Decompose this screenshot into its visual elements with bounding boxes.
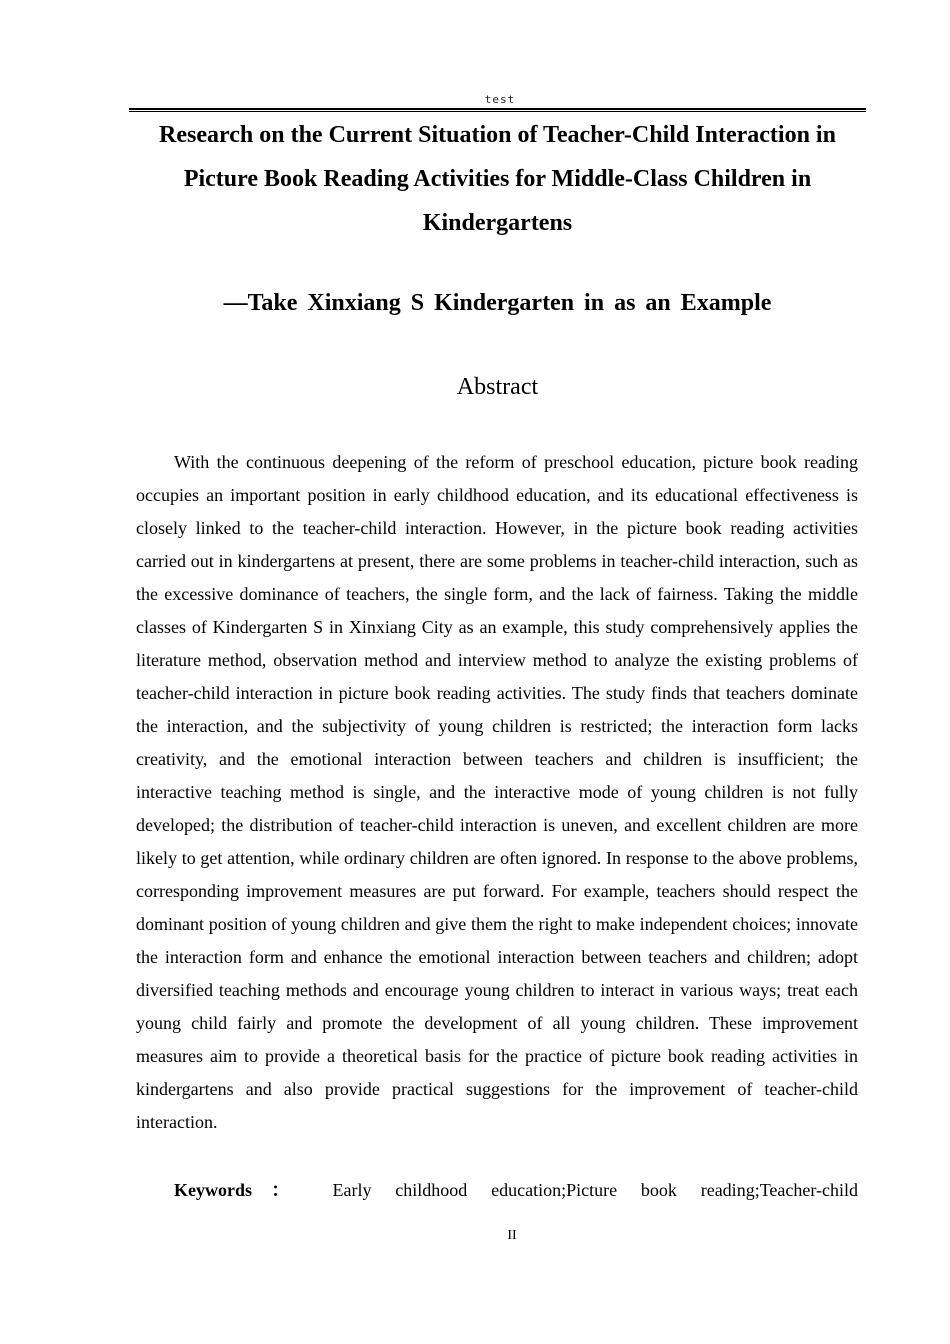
document-title: Research on the Current Situation of Teacher-Child Interaction in Picture Book Reading Activities for Middle-Class Children in Kindergartens — [159, 122, 836, 236]
abstract-heading: Abstract — [456, 374, 539, 400]
document-subtitle: —Take Xinxiang S Kindergarten in as an Example — [223, 290, 772, 316]
keywords-label: Keywords： — [174, 1180, 309, 1200]
abstract-body: With the continuous deepening of the reform of preschool education, picture book reading occupies an important position in early childhood education, and its educational effectiveness is closely linked to the teacher-child interaction. However, in the picture book reading activities carried out in kindergartens at present, there are some problems in teacher-child interaction, such as the excessive dominance of teachers, the single form, and the lack of fairness. Taking the middle classes of Kindergarten S in Xinxiang City as an example, this study comprehensively applies the literature method, observation method and interview method to analyze the existing problems of teacher-child interaction in picture book reading activities. The study finds that teachers dominate the interaction, and the subjectivity of young children is restricted; the interaction form lacks creativity, and the emotional interaction between teachers and children is insufficient; the interactive teaching method is single, and the interactive mode of young children is not fully developed; the distribution of teacher-child interaction is uneven, and excellent children are more likely to get attention, while ordinary children are often ignored. In response to the above problems, corresponding improvement measures are put forward. For example, teachers should respect the dominant position of young children and give them the right to make independent choices; innovate the interaction form and enhance the emotional interaction between teachers and children; adopt diversified teaching methods and encourage young children to interact in various ways; treat each young child fairly and promote the development of all young children. These improvement measures aim to provide a theoretical basis for the practice of picture book reading activities in kindergartens and also provide practical suggestions for the improvement of teacher-child interaction. — [136, 452, 858, 1132]
header-rule-thick — [129, 108, 866, 110]
header-rule-thin — [129, 111, 866, 112]
keywords-line — [136, 1174, 858, 1207]
running-header: test — [484, 93, 516, 106]
keywords-value: Early childhood education;Picture book reading;Teacher-child — [332, 1180, 859, 1200]
page-number: II — [507, 1228, 517, 1243]
